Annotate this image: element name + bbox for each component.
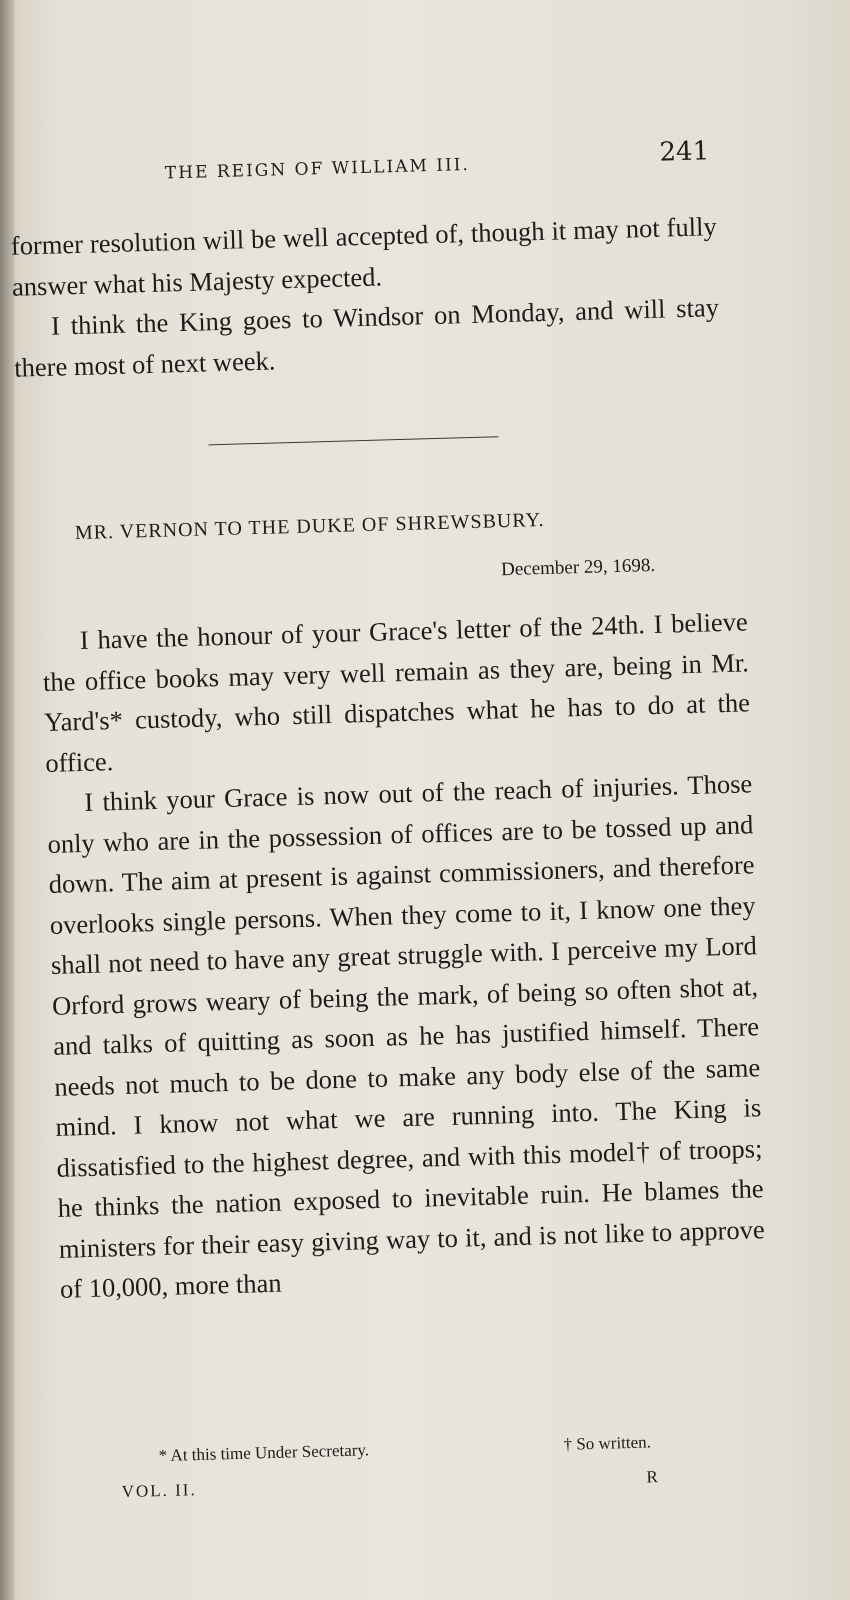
running-head: THE REIGN OF WILLIAM III.	[164, 154, 471, 184]
volume-label: VOL. II.	[121, 1480, 197, 1502]
section-divider	[208, 436, 498, 445]
footnotes	[158, 1431, 718, 1466]
footnote: * At this time Under Secretary.	[158, 1440, 370, 1466]
page-footer	[121, 1467, 681, 1503]
letter-title: MR. VERNON TO THE DUKE OF SHREWSBURY.	[74, 509, 545, 545]
paragraph: I have the honour of your Grace's letter of the 24th. I believe the office books may very well remain as they are, being in Mr. Yard's* custody, who still dispatches what he has to do at the office.	[42, 606, 751, 778]
paragraph: I think your Grace is now out of the reach of injuries. Those only who are in the possession of offices are to be tossed up and down. The aim at present is against commissioners, and therefore overlooks single persons. When they come to it, I know one they shall not need to have any great struggle with. I perceive my Lord Orford grows weary of being the mark, of being so often shot at, and talks of quitting as soon as he has justified himself. There needs not much to be done to make any body else of the same mind. I know not what we are running into. The King is dissatisfied to the highest degree, and with this model† of troops; he thinks the nation exposed to inevitable ruin. He blames the ministers for their easy giving way to it, and is not like to approve of 10,000, more than	[47, 768, 766, 1304]
footnote: † So written.	[563, 1432, 652, 1454]
paragraph: former resolution will be well accepted of, though it may not fully answer what his Majesty expected.	[10, 211, 718, 302]
page-number: 241	[659, 136, 710, 168]
letter-body	[41, 601, 766, 1309]
letter-date: December 29, 1698.	[500, 554, 656, 581]
paragraph: I think the King goes to Windsor on Monday, and will stay there most of next week.	[13, 292, 720, 383]
signature-mark: R	[646, 1467, 661, 1487]
continued-text	[10, 206, 720, 388]
